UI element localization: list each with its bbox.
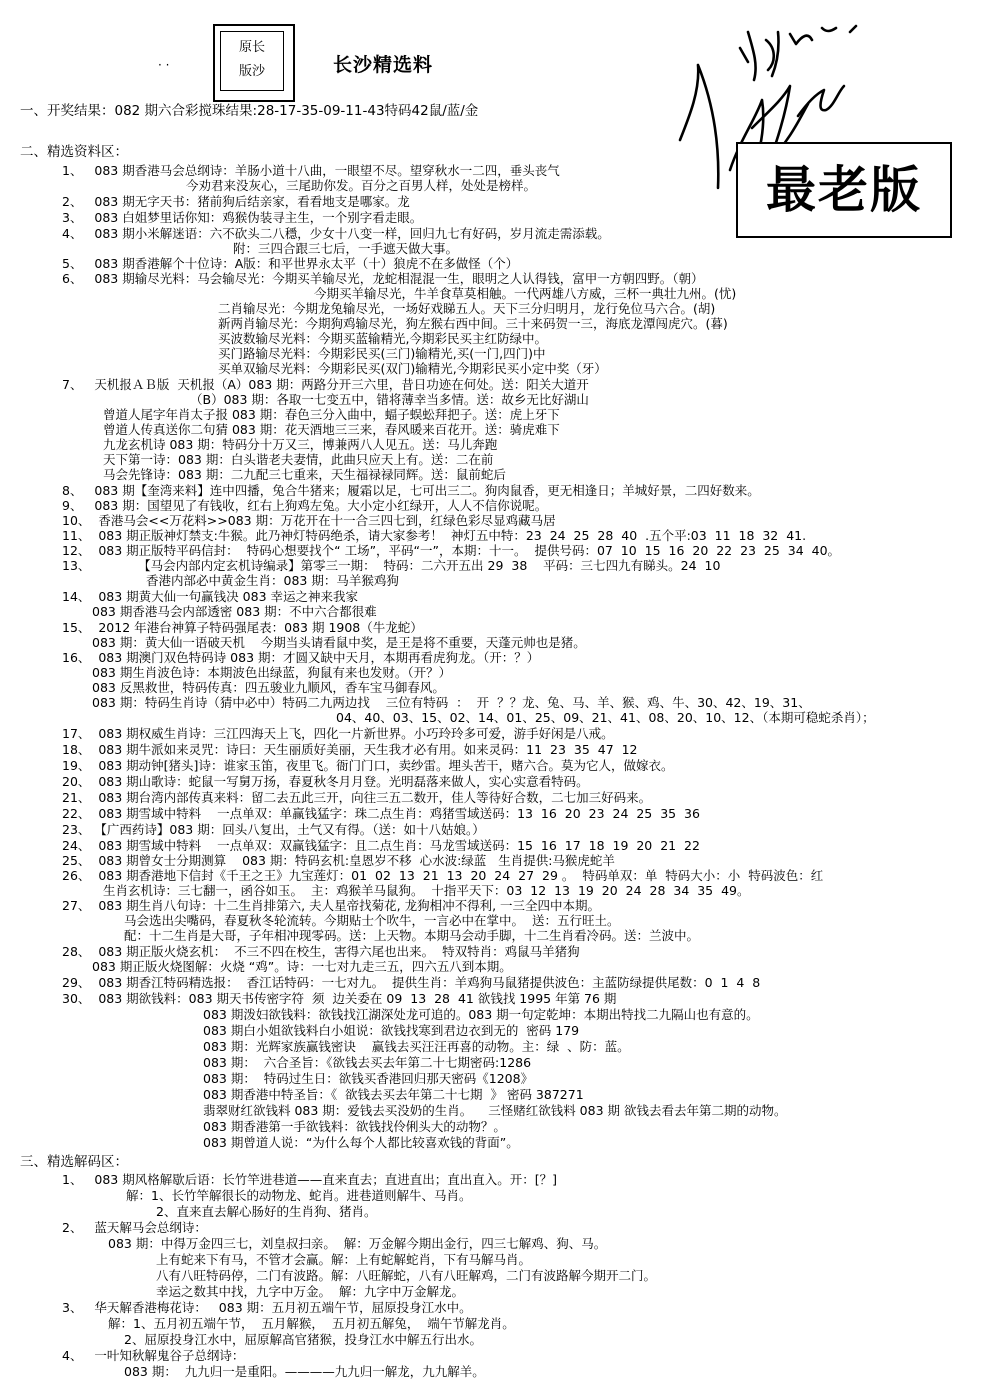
page-title: 长沙精选料	[333, 54, 434, 76]
section-heading: 一、开奖结果：082 期六合彩搅珠结果:28-17-35-09-11-43特码42鼠/蓝/金	[20, 103, 479, 119]
logo-text	[220, 31, 284, 91]
text-line: 买波数输尽光料：今期买蓝输精光,今期彩民买主红防绿中。	[218, 331, 547, 346]
text-line: 马会先锋诗：083 期：二九配三七重来，天生福禄禄同辉。送：鼠前蛇后	[103, 467, 506, 482]
text-line: 083 期正版火烧图解：火烧 “鸡”。诗：一七对九走三五，四六五八到本期。	[92, 959, 512, 974]
text-line: 16、 083 期澳门双色特码诗 083 期：才圆又缺中天月，本期再看虎狗龙。（开：？）	[62, 650, 540, 665]
text-line: 22、 083 期雪域中特料 一点单双：单赢钱猛字：珠二点生肖：鸡猪雪域送码：13 16 20 23 24 25 35 36	[62, 806, 700, 821]
text-line: 2、直来直去解心肠好的生肖狗、猪肖。	[156, 1204, 377, 1219]
text-line: 18、 083 期牛派如来灵咒：诗曰：天生丽质好美丽，天生我才必有用。如来灵码：11 23 35 47 12	[62, 742, 638, 757]
text-line: 23、 【广西药诗】083 期：回头八复出，土气又有得。（送：如十八姑娘。）	[62, 822, 485, 837]
text-line: 2、屈原投身江水中，屈原解高官猪猴，投身江水中解五行出水。	[124, 1332, 482, 1347]
text-line: 买门路输尽光料：今期彩民买(三门)输精光,买(一门,四门)中	[218, 346, 546, 361]
text-line: 曾道人传真送你二句猜 083 期：花天酒地三三来，春风暖来百花开。送：骑虎难下	[103, 422, 560, 437]
text-line: 083 期： 特码过生日：欲钱买香港回归那天密码《1208》	[203, 1071, 534, 1086]
text-line: 8、 083 期【奎湾来料】连中四播，兔合牛猪来；履霜以足，七可出三二。狗肉鼠香，更无相逢日；羊城好景，二四好数来。	[62, 483, 760, 498]
text-line: 马会选出尖嘴码，春夏秋冬轮流转。今期贴士个吹牛，一言必中在掌中。 送：五行旺土。	[124, 913, 620, 928]
text-line: 解：1、五月初五端午节， 五月解猴， 五月初五解兔， 端午节解龙肖。	[108, 1316, 515, 1331]
text-line: 配：十二生肖是大哥，子年相冲现零码。送：上天物。本期马会动手脚，十二生肖看冷码。送：兰波中。	[124, 928, 700, 943]
text-line: 27、 083 期生肖八句诗：十二生肖排第六, 夫人星帝找菊花, 龙狗相冲不得利, 一三全四中本期。	[62, 898, 601, 913]
text-line: 083 期香港马会内部透密 083 期：不中六合都很难	[92, 604, 377, 619]
text-line: 上有蛇来下有马，不管才会赢。解：上有蛇解蛇肖，下有马解马肖。	[156, 1252, 532, 1267]
text-line: 083 期： 九九归一是重阳。————九九归一解龙，九九解羊。	[124, 1364, 485, 1379]
logo-line-2: 版沙	[238, 64, 265, 79]
text-line: 30、 083 期欲钱料：083 期天书传密字符 须 边关委在 09 13 28 41 欲钱找 1995 年第 76 期	[62, 991, 617, 1006]
text-line: 25、 083 期曾女士分期测算 083 期：特码玄机:皇恩岁不移 心水波:绿蓝 生肖提供:马猴虎蛇羊	[62, 853, 615, 868]
text-line: 083 期：光辉家族赢钱密诀 赢钱去买汪汪再喜的动物。主：绿 、防：蓝。	[203, 1039, 630, 1054]
header-dots: · ·	[158, 58, 170, 72]
text-line: 5、 083 期香港解个十位诗：A版：和平世界永太平（十）狼虎不在多做怪（个）	[62, 256, 519, 271]
text-line: （B）083 期：各取一七变五中，错将薄幸当多情。送：故乡无比好湖山	[190, 392, 589, 407]
text-line: 083 反黑救世，特码传真：四五骏业九顺风，香车宝马御春风。	[92, 680, 445, 695]
text-line: 3、 华天解香港梅花诗： 083 期：五月初五端午节，屈原投身江水中。	[62, 1300, 472, 1315]
text-line: 17、 083 期权威生肖诗：三江四海天上飞，四化一片新世界。小巧玲玲多可爱，游手好闲是八戒。	[62, 726, 614, 741]
text-line: 新两肖输尽光：今期狗鸡输尽光，狗左猴右西中间。三十来码贺一三，海底龙潭闯虎穴。(暮)	[218, 316, 728, 331]
text-line: 083 期：黄大仙一语破天机 今期当头请看鼠中奖，是王是将不重要，天蓬元帅也是猪。	[92, 635, 586, 650]
text-line: 19、 083 期动钟[猪头]诗：谁家玉笛，夜里飞。衙门门口，卖纱雷。埋头苦干，赌六合。莫为它人，做嫁衣。	[62, 758, 674, 773]
text-line: 10、 香港马会<<万花料>>083 期：万花开在十一合三四七到，红绿色彩尽显鸡藏马居	[62, 513, 556, 528]
text-line: 26、 083 期香港地下信封《千王之王》九宝莲灯：01 02 13 21 13 20 24 27 29 。 特码单双：单 特码大小：小 特码波色：红	[62, 868, 824, 883]
text-line: 2、 083 期无字天书：猪前狗后结亲家，看看地支是哪家。龙	[62, 194, 410, 209]
text-line: 4、 一叶知秋解鬼谷子总纲诗：	[62, 1348, 245, 1363]
logo-line-1: 原长	[238, 40, 265, 55]
text-line: 083 期： 六合圣旨：《欲钱去买去年第二十七期密码:1286	[203, 1055, 532, 1070]
text-line: 天下第一诗：083 期：白头谐老夫妻情，此曲只应天上有。送：二在前	[103, 452, 494, 467]
text-line: 083 期：中得万金四三七，刘皇叔扫亲。 解：万金解今期出金行，四三七解鸡、狗、马。	[108, 1236, 607, 1251]
text-line: 083 期香港中特圣旨：《 欲钱去买去年第二十七期 》 密码 387271	[203, 1087, 584, 1102]
text-line: 04、40、03、15、02、14、01、25、09、21、41、08、20、10、12、（本期可稳蛇杀肖）；	[336, 710, 875, 725]
text-line: 4、 083 期小米解迷语：六不砍头二八穩，少女十八变一样，回归九七有好码，岁月流走需添载。	[62, 226, 610, 241]
text-line: 083 期泼妇欲钱料：欲钱找江湖深处龙可追的。083 期一句定乾坤：本期出特找二九隔山也有意的。	[203, 1007, 759, 1022]
text-line: 九龙玄机诗 083 期：特码分十万又三，博兼两八人见五。送：马儿奔跑	[103, 437, 498, 452]
text-line: 13、 【马会内部内定玄机诗编录】第零三一期： 特码：二六开五出 29 38 平码：三七四九有睇头。24 10	[62, 558, 721, 573]
text-line: 083 期曾道人说：“为什么每个人都比较喜欢钱的背面”。	[203, 1135, 519, 1150]
text-line: 解：1、长竹竿解很长的动物龙、蛇肖。进巷道则解牛、马肖。	[126, 1188, 472, 1203]
text-line: 3、 083 白姐梦里话你知：鸡猴伪装寻主生，一个别字看走眼。	[62, 210, 423, 225]
text-line: 香港内部必中黄金生肖：083 期：马羊猴鸡狗	[146, 573, 399, 588]
text-line: 14、 083 期黄大仙一句赢钱决 083 幸运之神来我家	[62, 589, 358, 604]
text-line: 八有八旺特码停，二门有波路。解：八旺解蛇，八有八旺解鸡，二门有波路解今期开二门。	[156, 1268, 657, 1283]
text-line: 1、 083 期香港马会总纲诗：羊肠小道十八曲，一眼望不尽。望穿秋水一二四，垂头丧气	[62, 163, 560, 178]
text-line: 买单双输尽光料：今期彩民买(双门)输精光,今期彩民买小定中奖（牙）	[218, 361, 607, 376]
text-line: 083 期香港第一手欲钱料：欲钱找伶俐头大的动物？。	[203, 1119, 506, 1134]
text-line: 11、 083 期正版神灯禁支:牛猴。此乃神灯特码绝杀，请大家参考！ 神灯五中特：23 24 25 28 40 .五个平:03 11 18 32 41.	[62, 528, 807, 543]
section-heading: 三、精选解码区：	[20, 1154, 128, 1170]
text-line: 翡翠财红欲钱料 083 期：爱钱去买没奶的生肖。 三怪赌红欲钱料 083 期 欲钱去看去年第二期的动物。	[203, 1103, 787, 1118]
text-line: 29、 083 期香江特码精选报： 香江话特码：一七对九。 提供生肖：羊鸡狗马鼠猪提供波色：主蓝防绿提供尾数：0 1 4 8	[62, 975, 761, 990]
text-line: 12、 083 期正版特平码信封： 特码心想要找个“ 工场”，平码“一”，本期：十一。 提供号码：07 10 15 16 20 22 23 25 34 40。	[62, 543, 841, 558]
text-line: 生肖玄机诗：三七翻一，函谷如玉。 主：鸡猴羊马鼠狗。 十指平天下：03 12 13 19 20 24 28 34 35 49。	[103, 883, 750, 898]
text-line: 083 期白小姐欲钱料白小姐说：欲钱找寒到君边衣到无的 密码 179	[203, 1023, 580, 1038]
section-heading: 二、精选资料区：	[20, 144, 128, 160]
text-line: 2、 蓝天解马会总纲诗：	[62, 1220, 207, 1235]
text-line: 083 期生肖波色诗：本期波色出绿蓝，狗鼠有来也发财。（开？）	[92, 665, 452, 680]
text-line: 附：三四合跟三七后，一手遮天做大事。	[233, 241, 459, 256]
logo-box	[213, 24, 295, 102]
text-line: 083 期：特码生肖诗（猜中必中）特码二九两边找 三位有特码 ： 开 ？？龙、兔、马、羊、猴、鸡、牛、30、42、19、31、	[92, 695, 811, 710]
text-line: 20、 083 期山歌诗：蛇鼠一写舅万扬，春夏秋冬月月登。光明磊落来做人，实心实意看特码。	[62, 774, 589, 789]
text-line: 二肖输尽光：今期龙兔输尽光，一场好戏睇五人。天下三分归明月，龙行免位马六合。(胡)	[218, 301, 716, 316]
text-line: 6、 083 期输尽光料：马会输尽光：今期买羊输尽光，龙蛇相混混一生，眼明之人认得钱，富甲一方朝四野。（朝）	[62, 271, 704, 286]
oldest-version-stamp: 最老版	[736, 142, 952, 238]
text-line: 15、 2012 年港台神算子特码强尾表：083 期 1908（牛龙蛇）	[62, 620, 423, 635]
text-line: 24、 083 期雪域中特料 一点单双：双赢钱猛字：且二点生肖：马龙雪域送码：15 16 17 18 19 20 21 22	[62, 838, 700, 853]
text-line: 21、 083 期台湾内部传真来料：留二去五此三开，向往三五二数开，佳人等待好合数，二七加三好码来。	[62, 790, 652, 805]
text-line: 7、 天机报ＡＢ版 天机报（A）083 期：两路分开三六里，昔日功迹在何处。送：阳关大道开	[62, 377, 589, 392]
text-line: 9、 083 期：国望见了有钱收，红右上狗鸡左兔。大小定小红绿开，人人不信你说呢。	[62, 498, 548, 513]
text-line: 28、 083 期正版火烧玄机： 不三不四在校生，害得六尾也出来。 特双特肖：鸡鼠马羊猪狗	[62, 944, 580, 959]
text-line: 今期买羊输尽光，牛羊食草莫相触。一代两雄八方威，三杯一典壮九州。(忧)	[314, 286, 737, 301]
text-line: 今劝君来没灰心，三尾助你发。百分之百男人样，处处是榜样。	[186, 178, 537, 193]
text-line: 幸运之数其中找，九字中万金。 解：九字中万金解龙。	[156, 1284, 464, 1299]
text-line: 1、 083 期风格解歇后语：长竹竿进巷道——直来直去；直进直出；直出直入。开：[？]	[62, 1172, 557, 1187]
text-line: 曾道人尾字年肖太子报 083 期：春色三分入曲中，蝠子蜈蚣拜把子。送：虎上牙下	[103, 407, 560, 422]
